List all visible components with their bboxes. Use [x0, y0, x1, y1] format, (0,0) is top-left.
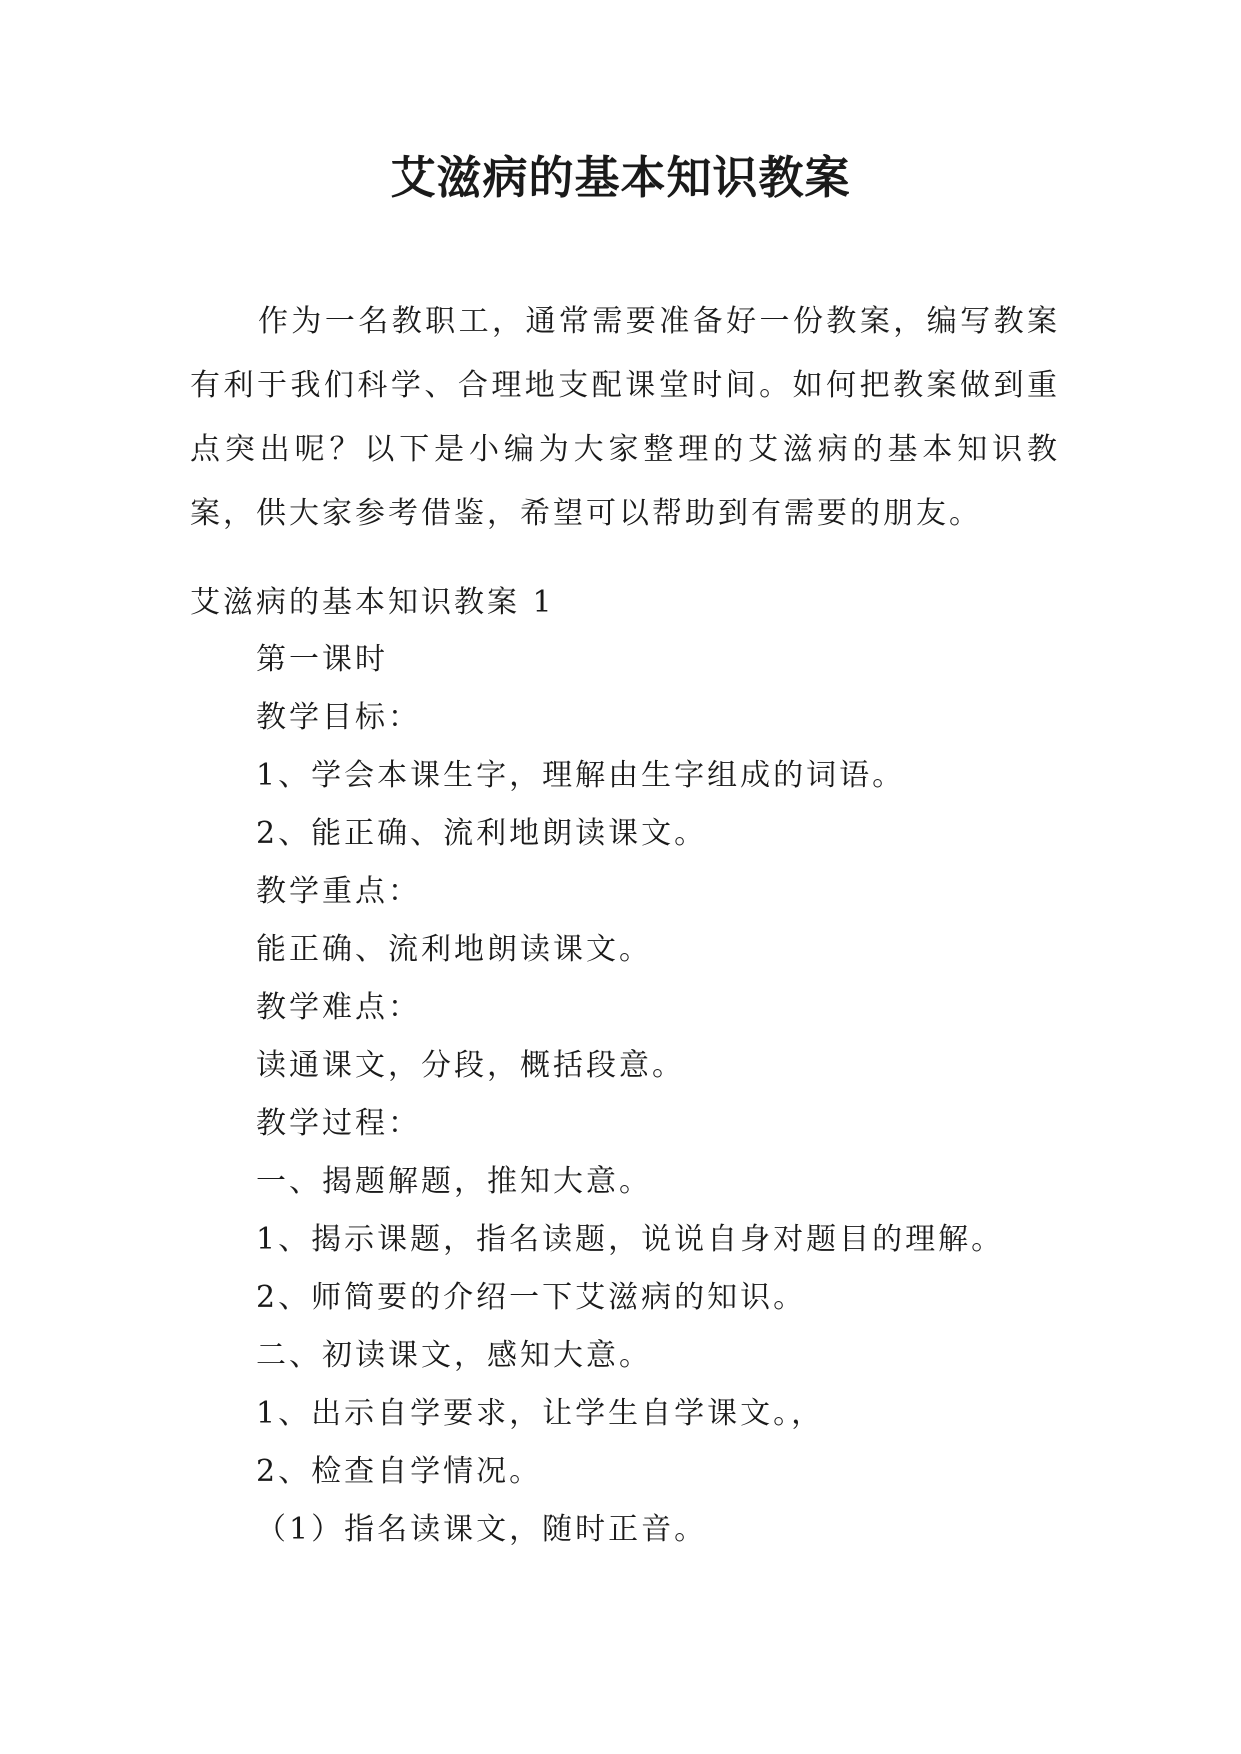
difficulties-text: 读通课文，分段，概括段意。 — [256, 1048, 685, 1083]
key-points-heading: 教学重点： — [256, 874, 421, 909]
section-heading: 艾滋病的基本知识教案 1 — [190, 585, 555, 620]
intro-paragraph: 作为一名教职工，通常需要准备好一份教案，编写教案有利于我们科学、合理地支配课堂时间。如何把教案做到重点突出呢？以下是小编为大家整理的艾滋病的基本知识教案，供大家参考借鉴，希望可以帮助到有需要的朋友。 — [190, 304, 1060, 531]
process-step-2-item-2: 2、检查自学情况。 — [256, 1454, 543, 1489]
lesson-period: 第一课时 — [256, 642, 388, 677]
document-title: 艾滋病的基本知识教案 — [390, 151, 851, 204]
process-heading: 教学过程： — [256, 1106, 421, 1141]
process-step-1: 一、揭题解题，推知大意。 — [256, 1164, 652, 1199]
process-step-2-item-1: 1、出示自学要求，让学生自学课文。， — [256, 1396, 825, 1431]
teaching-goals-heading: 教学目标： — [256, 700, 421, 735]
key-points-text: 能正确、流利地朗读课文。 — [256, 932, 652, 967]
process-step-2: 二、初读课文，感知大意。 — [256, 1338, 652, 1373]
goal-item-1: 1、学会本课生字，理解由生字组成的词语。 — [256, 758, 906, 793]
process-step-2-subitem-1: （1）指名读课文，随时正音。 — [256, 1512, 708, 1547]
process-step-1-item-1: 1、揭示课题，指名读题，说说自身对题目的理解。 — [256, 1222, 1005, 1257]
difficulties-heading: 教学难点： — [256, 990, 421, 1025]
process-step-1-item-2: 2、师简要的介绍一下艾滋病的知识。 — [256, 1280, 807, 1315]
goal-item-2: 2、能正确、流利地朗读课文。 — [256, 816, 708, 851]
